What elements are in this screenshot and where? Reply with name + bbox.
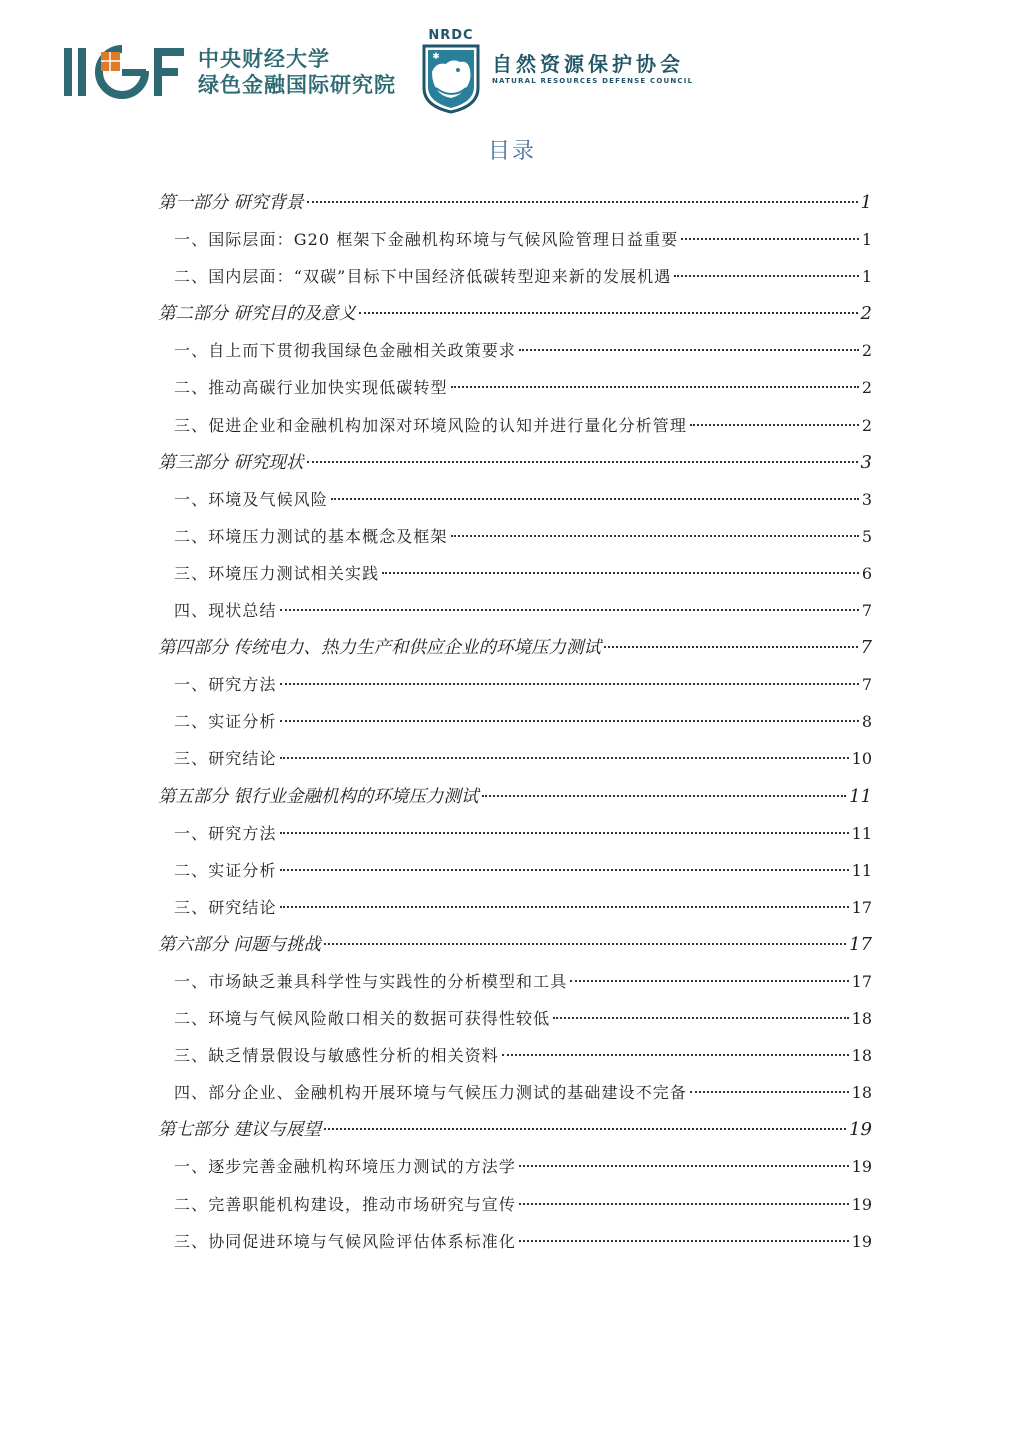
toc-entry-label: 三、协同促进环境与气候风险评估体系标准化 xyxy=(174,1231,517,1251)
toc-dot-leader xyxy=(681,238,858,240)
toc-entry-label: 第一部分 研究背景 xyxy=(158,193,304,213)
toc-page-number: 10 xyxy=(851,749,872,769)
toc-dot-leader xyxy=(280,869,849,871)
toc-title: 目录 xyxy=(487,139,536,164)
toc-section-entry[interactable] xyxy=(158,1223,872,1260)
toc-entry-label: 第五部分 银行业金融机构的环境压力测试 xyxy=(158,786,479,807)
toc-section-entry[interactable] xyxy=(158,481,872,518)
toc-dot-leader xyxy=(519,1240,849,1242)
toc-page-number: 11 xyxy=(851,823,872,843)
toc-dot-leader xyxy=(482,795,847,797)
toc-dot-leader xyxy=(570,980,848,982)
toc-dot-leader xyxy=(331,498,859,500)
toc-dot-leader xyxy=(690,1091,849,1093)
toc-section-entry[interactable] xyxy=(158,518,872,555)
toc-dot-leader xyxy=(280,832,849,834)
toc-page-number: 1 xyxy=(860,192,872,213)
toc-entry-label: 三、缺乏情景假设与敏感性分析的相关资料 xyxy=(174,1046,499,1066)
toc-entry-label: 三、研究结论 xyxy=(174,897,277,917)
toc-page-number: 2 xyxy=(861,415,872,435)
toc-entry-label: 二、完善职能机构建设，推动市场研究与宣传 xyxy=(174,1194,517,1214)
toc-page-number: 19 xyxy=(851,1194,872,1214)
toc-entry-label: 三、环境压力测试相关实践 xyxy=(174,563,380,583)
toc-entry-label: 四、部分企业、金融机构开展环境与气候压力测试的基础建设不完备 xyxy=(174,1083,688,1103)
toc-dot-leader xyxy=(324,943,846,945)
toc-section-entry[interactable] xyxy=(158,1074,872,1111)
toc-entry-label: 二、环境压力测试的基本概念及框架 xyxy=(174,526,448,546)
toc-entry-label: 二、实证分析 xyxy=(174,712,277,732)
toc-dot-leader xyxy=(382,572,859,574)
toc-page-number: 2 xyxy=(861,378,872,398)
toc-section-entry[interactable] xyxy=(158,703,872,740)
toc-page-number: 11 xyxy=(851,860,872,880)
toc-section-entry[interactable] xyxy=(158,369,872,406)
iigf-logo-icon xyxy=(62,42,190,102)
toc-section-entry[interactable] xyxy=(158,407,872,444)
toc-section-entry[interactable] xyxy=(158,555,872,592)
nrdc-bear-logo-icon xyxy=(418,26,484,114)
toc-entry-label: 第四部分 传统电力、热力生产和供应企业的环境压力测试 xyxy=(158,638,602,659)
toc-part-entry[interactable] xyxy=(158,629,872,666)
toc-dot-leader xyxy=(307,461,858,463)
toc-section-entry[interactable] xyxy=(158,258,872,295)
toc-page-number: 19 xyxy=(851,1231,872,1251)
toc-section-entry[interactable] xyxy=(158,852,872,889)
toc-dot-leader xyxy=(674,275,858,277)
toc-page-number: 18 xyxy=(851,1046,872,1066)
toc-page-number: 3 xyxy=(860,451,872,473)
toc-page-number: 18 xyxy=(851,1009,872,1029)
svg-text:✱: ✱ xyxy=(432,52,440,62)
toc-section-entry[interactable] xyxy=(158,963,872,1000)
toc-page-number: 17 xyxy=(851,897,872,917)
toc-entry-label: 一、自上而下贯彻我国绿色金融相关政策要求 xyxy=(174,341,517,361)
toc-dot-leader xyxy=(280,683,859,685)
toc-dot-leader xyxy=(280,757,849,759)
toc-entry-label: 二、推动高碳行业加快实现低碳转型 xyxy=(174,378,448,398)
nrdc-name-cn: 自然资源保护协会 xyxy=(492,52,684,76)
toc-section-entry[interactable] xyxy=(158,889,872,926)
toc-entry-label: 二、实证分析 xyxy=(174,860,277,880)
toc-section-entry[interactable] xyxy=(158,332,872,369)
toc-entry-label: 一、研究方法 xyxy=(174,675,277,695)
toc-entry-label: 第六部分 问题与挑战 xyxy=(158,934,322,955)
toc-dot-leader xyxy=(519,1165,849,1167)
toc-page-number: 1 xyxy=(861,230,872,250)
toc-dot-leader xyxy=(307,201,858,203)
toc-page-number: 5 xyxy=(861,526,872,546)
toc-dot-leader xyxy=(690,424,859,426)
toc-dot-leader xyxy=(519,1203,849,1205)
toc-page-number: 2 xyxy=(860,303,872,325)
toc-page-number: 1 xyxy=(861,267,872,287)
toc-dot-leader xyxy=(280,609,859,611)
toc-page-number: 6 xyxy=(861,563,872,583)
toc-page-number: 7 xyxy=(861,601,872,621)
toc-dot-leader xyxy=(359,312,857,314)
toc-section-entry[interactable] xyxy=(158,221,872,258)
toc-section-entry[interactable] xyxy=(158,592,872,629)
toc-section-entry[interactable] xyxy=(158,1148,872,1185)
toc-page-number: 2 xyxy=(861,341,872,361)
toc-section-entry[interactable] xyxy=(158,1037,872,1074)
toc-dot-leader xyxy=(451,535,859,537)
toc-dot-leader xyxy=(502,1054,849,1056)
toc-entry-label: 一、研究方法 xyxy=(174,823,277,843)
toc-entry-label: 一、环境及气候风险 xyxy=(174,489,328,509)
toc-dot-leader xyxy=(324,1128,846,1130)
toc-entry-label: 一、国际层面：G20 框架下金融机构环境与气候风险管理日益重要 xyxy=(174,230,679,250)
iigf-name-line2: 绿色金融国际研究院 xyxy=(198,73,396,97)
toc-part-entry[interactable] xyxy=(158,1111,872,1148)
nrdc-name-en: NATURAL RESOURCES DEFENSE COUNCIL xyxy=(492,77,694,85)
toc-page-number: 7 xyxy=(860,637,872,659)
toc-dot-leader xyxy=(280,906,849,908)
iigf-name xyxy=(198,46,396,98)
toc-page-number: 11 xyxy=(849,785,872,807)
toc-page-number: 19 xyxy=(849,1119,872,1141)
toc-part-entry[interactable] xyxy=(158,926,872,963)
toc-entry-label: 四、现状总结 xyxy=(174,601,277,621)
toc-entry-label: 二、环境与气候风险敞口相关的数据可获得性较低 xyxy=(174,1009,551,1029)
toc-section-entry[interactable] xyxy=(158,666,872,703)
toc-page-number: 17 xyxy=(851,971,872,991)
toc-page-number: 17 xyxy=(849,933,872,955)
toc-dot-leader xyxy=(519,349,859,351)
toc-section-entry[interactable] xyxy=(158,1000,872,1037)
toc-entry-label: 一、逐步完善金融机构环境压力测试的方法学 xyxy=(174,1157,517,1177)
toc-section-entry[interactable] xyxy=(158,1186,872,1223)
toc-page-number: 3 xyxy=(861,489,872,509)
toc-section-entry[interactable] xyxy=(158,815,872,852)
toc-section-entry[interactable] xyxy=(158,740,872,777)
toc-page-number: 19 xyxy=(851,1157,872,1177)
toc-dot-leader xyxy=(553,1017,848,1019)
toc-page-number: 18 xyxy=(851,1083,872,1103)
toc-entry-label: 三、促进企业和金融机构加深对环境风险的认知并进行量化分析管理 xyxy=(174,415,688,435)
toc-entry-label: 一、市场缺乏兼具科学性与实践性的分析模型和工具 xyxy=(174,971,568,991)
toc-entry-label: 二、国内层面：“双碳”目标下中国经济低碳转型迎来新的发展机遇 xyxy=(174,267,672,287)
table-of-contents xyxy=(158,184,872,1260)
toc-entry-label: 第二部分 研究目的及意义 xyxy=(158,304,357,325)
toc-part-entry[interactable] xyxy=(158,295,872,332)
toc-part-entry[interactable] xyxy=(158,778,872,815)
toc-part-entry[interactable] xyxy=(158,184,872,221)
toc-entry-label: 三、研究结论 xyxy=(174,749,277,769)
toc-entry-label: 第七部分 建议与展望 xyxy=(158,1120,322,1141)
svg-text:NRDC: NRDC xyxy=(428,28,474,43)
toc-page-number: 8 xyxy=(861,712,872,732)
document-header xyxy=(0,0,1024,120)
toc-entry-label: 第三部分 研究现状 xyxy=(158,452,304,473)
toc-page-number: 7 xyxy=(861,675,872,695)
toc-dot-leader xyxy=(280,720,859,722)
iigf-name-line1: 中央财经大学 xyxy=(198,47,330,71)
toc-dot-leader xyxy=(451,386,859,388)
toc-part-entry[interactable] xyxy=(158,444,872,481)
toc-dot-leader xyxy=(604,646,857,648)
